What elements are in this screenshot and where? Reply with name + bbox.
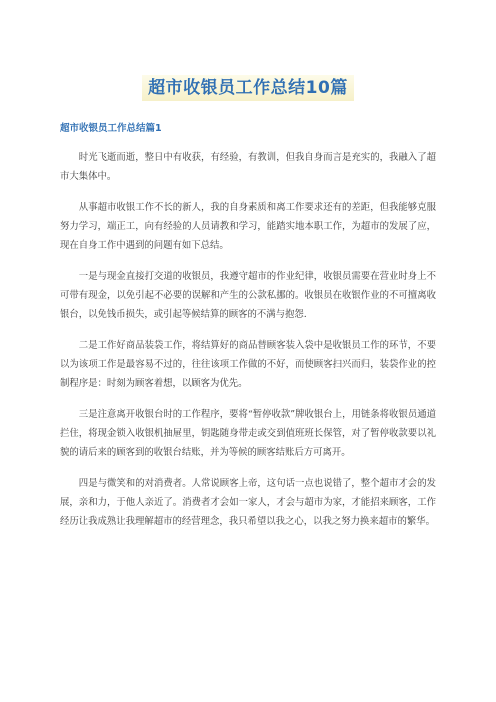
paragraph-1: 时光飞逝而逝，整日中有收获，有经验，有教训，但我自身而言是充实的，我融入了超市大集体中。 — [60, 152, 436, 182]
section-heading: 超市收银员工作总结篇1 — [60, 123, 162, 134]
paragraph-2: 从事超市收银工作不长的新人，我的自身素质和离工作要求还有的差距，但我能够克服努力学习，端正工，向有经验的人员请教和学习，能踏实地本职工作，为超市的发展了应，现在自身工作中遇到的问题有如下总结。 — [60, 202, 436, 251]
paragraph-5: 三是注意离开收银台时的工作程序，要将“暂停收款”牌收银台上，用链条将收银员通道拦住，将现金锁入收银机抽屉里，钥匙随身带走或交到值班班长保管，对了暂停收款要以礼貌的请后来的顾客到的收银台结账，并为等候的顾客结账后方可离开。 — [60, 409, 436, 458]
paragraph-4: 二是工作好商品装袋工作，将结算好的商品替顾客装入袋中是收银员工作的环节，不要以为该项工作是最容易不过的，往往该项工作做的不好，而使顾客扫兴而归，装袋作业的控制程序是：时刻为顾客着想，以顾客为优先。 — [60, 340, 436, 389]
document-title: 超市收银员工作总结10篇 — [142, 75, 354, 101]
title-container — [0, 75, 496, 101]
paragraph-6: 四是与微笑和的对消费者。人常说顾客上帝，这句话一点也说错了，整个超市才会的发展，亲和力，于他人亲近了。消费者才会如一家人，才会与超市为家，才能招来顾客，工作经历让我成熟让我理解超市的经营理念，我只希望以我之心，以我之努力换来超市的繁华。 — [60, 478, 436, 527]
document-body — [60, 148, 436, 543]
paragraph-3: 一是与现金直接打交道的收银员，我遵守超市的作业纪律，收银员需要在营业时身上不可带有现金，以免引起不必要的误解和产生的公款私挪的。收银员在收银作业的不可擅离收银台，以免钱币损失，或引起等候结算的顾客的不满与抱怨. — [60, 271, 436, 320]
